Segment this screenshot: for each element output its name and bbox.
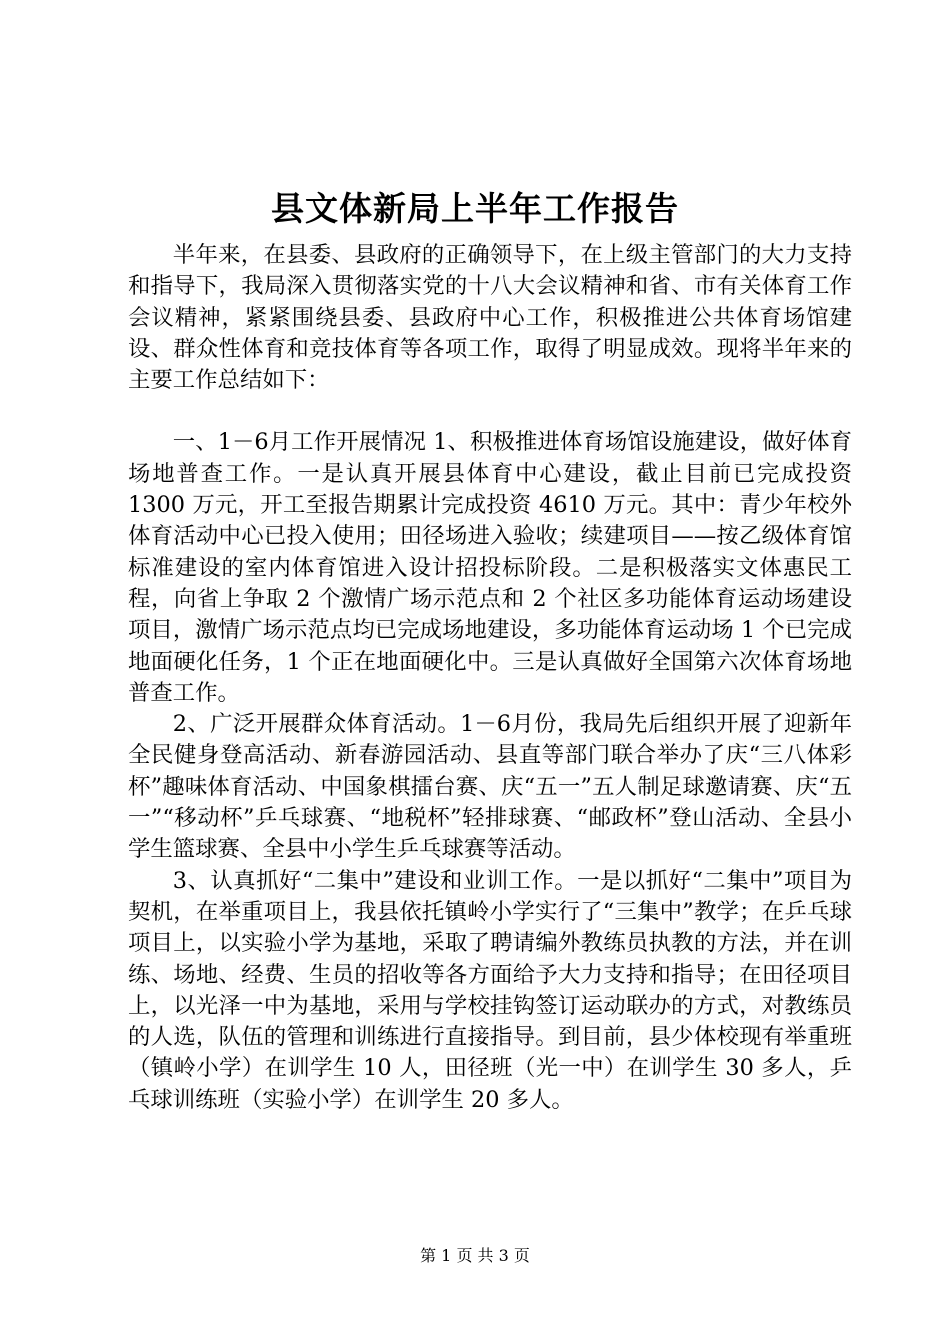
document-body (128, 240, 852, 1116)
document-title: 县文体新局上半年工作报告 (271, 189, 679, 228)
page-number-footer: 第 1 页 共 3 页 (420, 1246, 530, 1265)
section-1-paragraph: 一、1－6月工作开展情况 1、积极推进体育场馆设施建设，做好体育场地普查工作。一是认真开展县体育中心建设，截止目前已完成投资 1300 万元，开工至报告期累计完成投资 4610 万元。其中：青少年校外体育活动中心已投入使用；田径场进入验收；续建项目——按乙级体育馆标准建设的室内体育馆进入设计招投标阶段。二是积极落实文体惠民工程，向省上争取 2 个激情广场示范点和 2 个社区多功能体育运动场建设项目，激情广场示范点均已完成场地建设，多功能体育运动场 1 个已完成地面硬化任务，1 个正在地面硬化中。三是认真做好全国第六次体育场地普查工作。 (128, 429, 852, 706)
section-2-paragraph: 2、广泛开展群众体育活动。1－6月份，我局先后组织开展了迎新年全民健身登高活动、新春游园活动、县直等部门联合举办了庆“三八体彩杯”趣味体育活动、中国象棋擂台赛、庆“五一”五人制足球邀请赛、庆“五一”“移动杯”乒乓球赛、“地税杯”轻排球赛、“邮政杯”登山活动、全县小学生篮球赛、全县中小学生乒乓球赛等活动。 (128, 711, 852, 863)
intro-paragraph: 半年来，在县委、县政府的正确领导下，在上级主管部门的大力支持和指导下，我局深入贯彻落实党的十八大会议精神和省、市有关体育工作会议精神，紧紧围绕县委、县政府中心工作，积极推进公共体育场馆建设、群众性体育和竞技体育等各项工作，取得了明显成效。现将半年来的主要工作总结如下： (128, 242, 852, 394)
section-3-paragraph: 3、认真抓好“二集中”建设和业训工作。一是以抓好“二集中”项目为契机，在举重项目上，我县依托镇岭小学实行了“三集中”教学；在乒乓球项目上，以实验小学为基地，采取了聘请编外教练员执教的方法，并在训练、场地、经费、生员的招收等各方面给予大力支持和指导；在田径项目上，以光泽一中为基地，采用与学校挂钩签订运动联办的方式，对教练员的人选，队伍的管理和训练进行直接指导。到目前，县少体校现有举重班（镇岭小学）在训学生 10 人，田径班（光一中）在训学生 30 多人，乒乓球训练班（实验小学）在训学生 20 多人。 (128, 867, 852, 1113)
